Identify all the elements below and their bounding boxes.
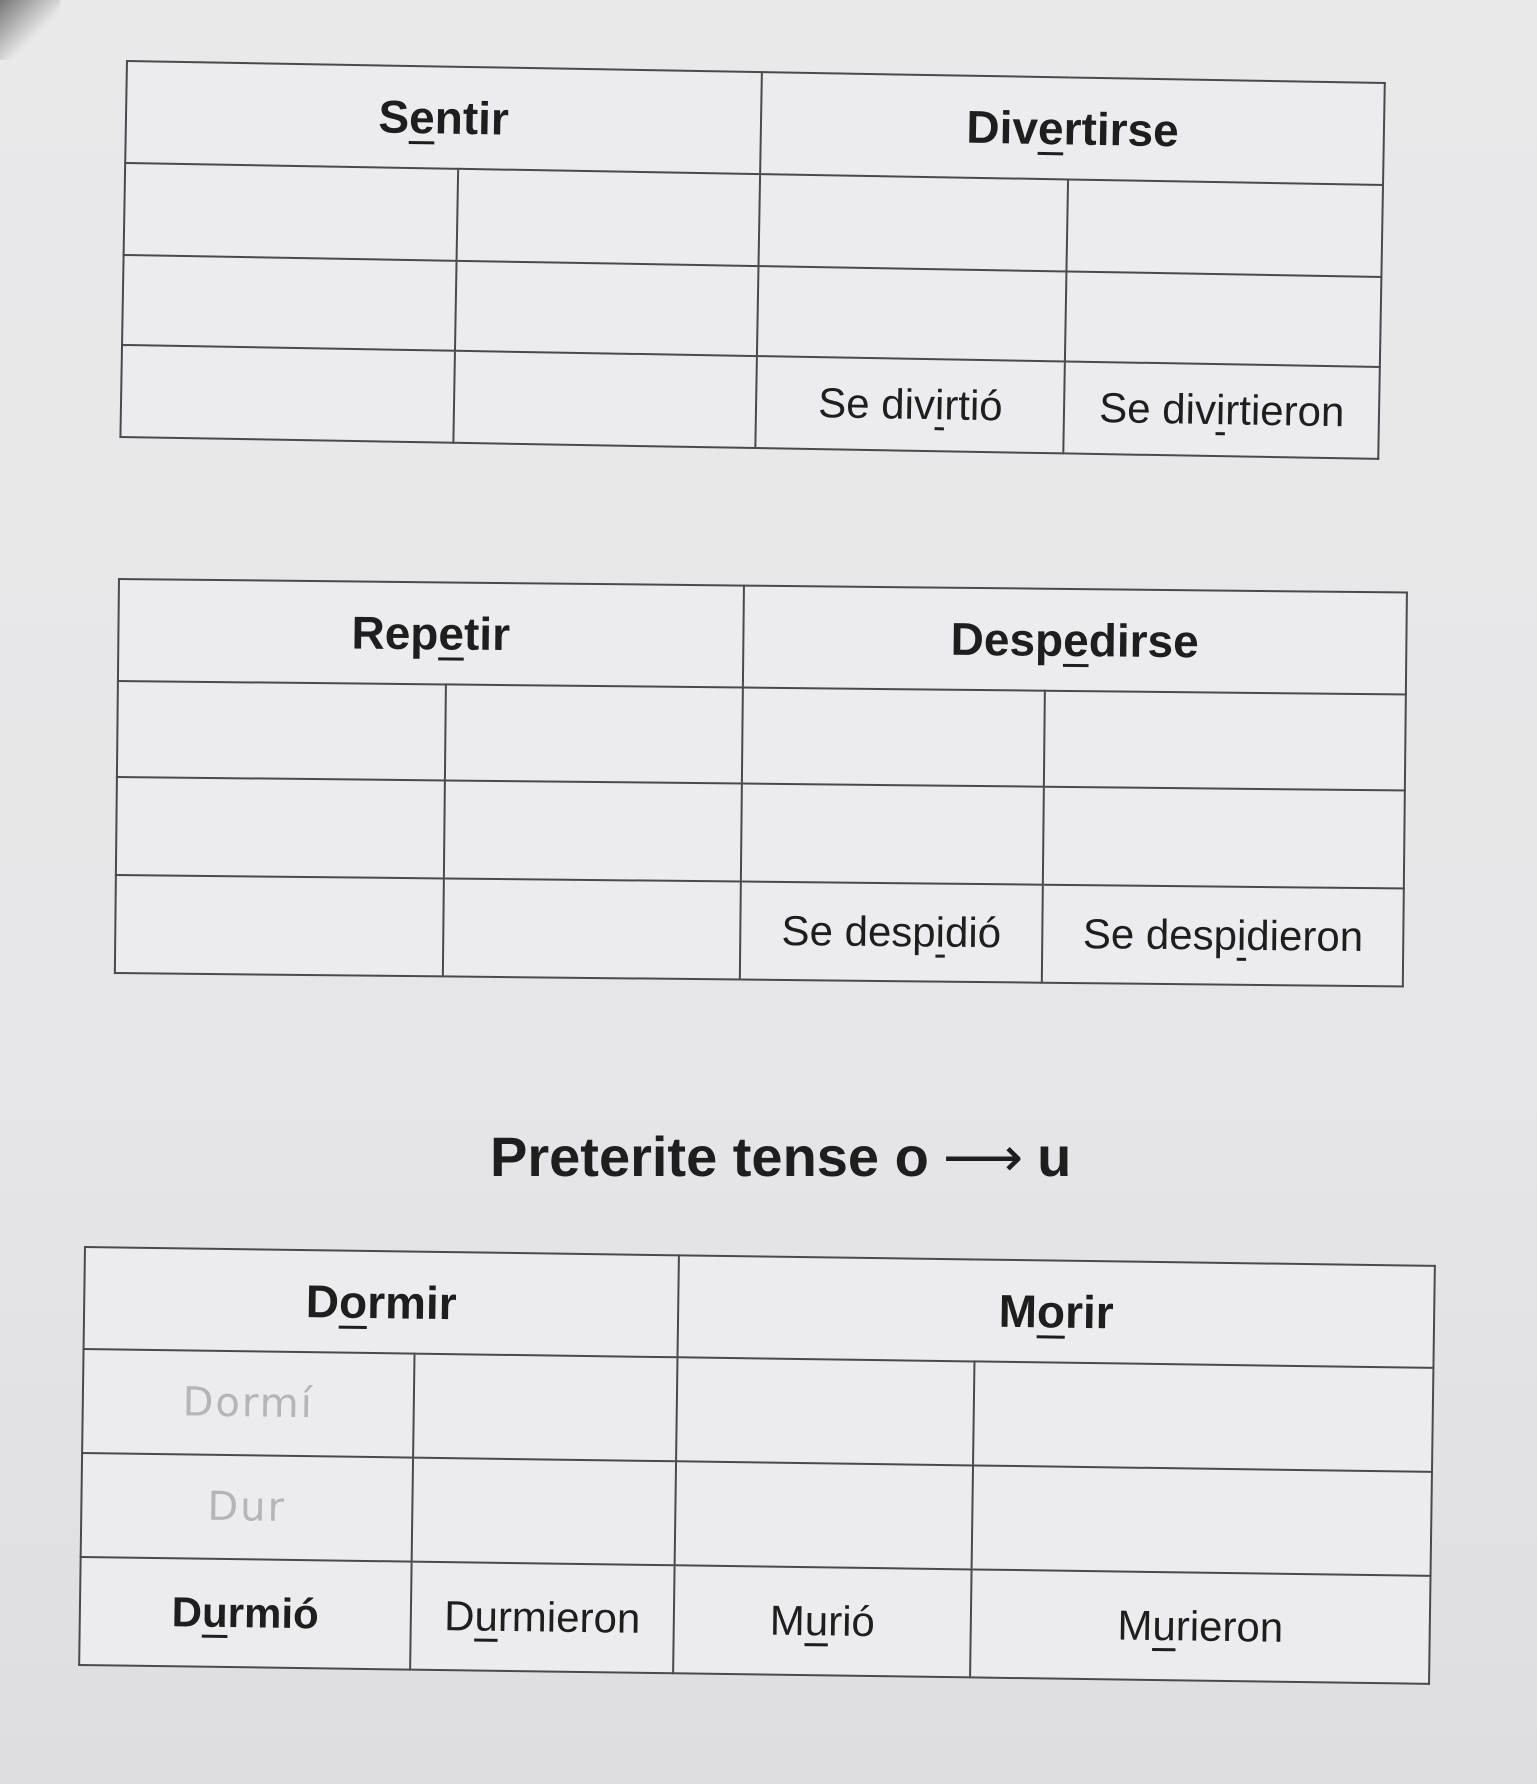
- conjugation-cell-morir-ellos: Murieron: [970, 1569, 1430, 1683]
- conjugation-cell[interactable]: [759, 174, 1069, 271]
- conjugation-cell[interactable]: [1067, 179, 1383, 276]
- conjugation-cell[interactable]: [445, 684, 742, 783]
- handwritten-answer[interactable]: Dormí: [82, 1349, 414, 1458]
- conjugation-cell[interactable]: [444, 780, 741, 881]
- page-corner-shadow: [0, 0, 60, 60]
- verb-title-repetir: Repetir: [118, 579, 744, 688]
- verb-table-sentir-divertirse: [119, 60, 1385, 460]
- conjugation-cell[interactable]: [124, 163, 459, 261]
- conjugation-cell[interactable]: [1043, 787, 1405, 889]
- conjugation-cell[interactable]: [457, 169, 760, 266]
- conjugation-cell[interactable]: [411, 1458, 676, 1566]
- verb-title-despedirse: Despedirse: [743, 586, 1407, 695]
- conjugation-cell[interactable]: [741, 784, 1045, 885]
- verb-title-morir: Morir: [678, 1255, 1435, 1368]
- arrow-icon: ⟶: [942, 1125, 1024, 1188]
- conjugation-cell[interactable]: [116, 777, 445, 878]
- conjugation-cell-dormir-ellos: Durmieron: [410, 1562, 675, 1674]
- conjugation-cell-despedirse-el: Se despidió: [740, 882, 1044, 983]
- conjugation-cell[interactable]: [742, 688, 1046, 787]
- conjugation-cell[interactable]: [1065, 271, 1381, 366]
- verb-title-divertirse: Divertirse: [760, 72, 1384, 185]
- verb-table-repetir-despedirse: [114, 578, 1408, 987]
- conjugation-cell[interactable]: [122, 255, 457, 351]
- conjugation-cell[interactable]: [120, 345, 455, 443]
- conjugation-cell[interactable]: [117, 681, 446, 780]
- verb-table-dormir-morir: [78, 1246, 1436, 1685]
- conjugation-cell-despedirse-ellos: Se despidieron: [1042, 885, 1404, 987]
- conjugation-cell[interactable]: [443, 878, 740, 979]
- conjugation-cell[interactable]: [676, 1357, 974, 1465]
- conjugation-cell[interactable]: [413, 1354, 678, 1462]
- conjugation-cell-dormir-el: Durmió: [79, 1557, 411, 1670]
- conjugation-cell[interactable]: [675, 1461, 973, 1569]
- verb-title-dormir: Dormir: [84, 1247, 679, 1357]
- handwritten-answer[interactable]: Dur: [81, 1453, 413, 1562]
- conjugation-cell-divertirse-el: Se divirtió: [756, 356, 1066, 453]
- conjugation-cell-divertirse-ellos: Se divirtieron: [1064, 361, 1380, 458]
- section-title: Preterite tense o ⟶ u: [490, 1125, 1072, 1188]
- conjugation-cell-morir-el: Murió: [673, 1565, 971, 1677]
- conjugation-cell[interactable]: [973, 1361, 1433, 1471]
- conjugation-cell[interactable]: [115, 875, 444, 976]
- conjugation-cell[interactable]: [757, 266, 1067, 361]
- verb-title-sentir: Sentir: [125, 61, 762, 174]
- conjugation-cell[interactable]: [454, 351, 757, 448]
- conjugation-cell[interactable]: [972, 1465, 1432, 1575]
- conjugation-cell[interactable]: [1044, 691, 1406, 791]
- conjugation-cell[interactable]: [455, 261, 758, 356]
